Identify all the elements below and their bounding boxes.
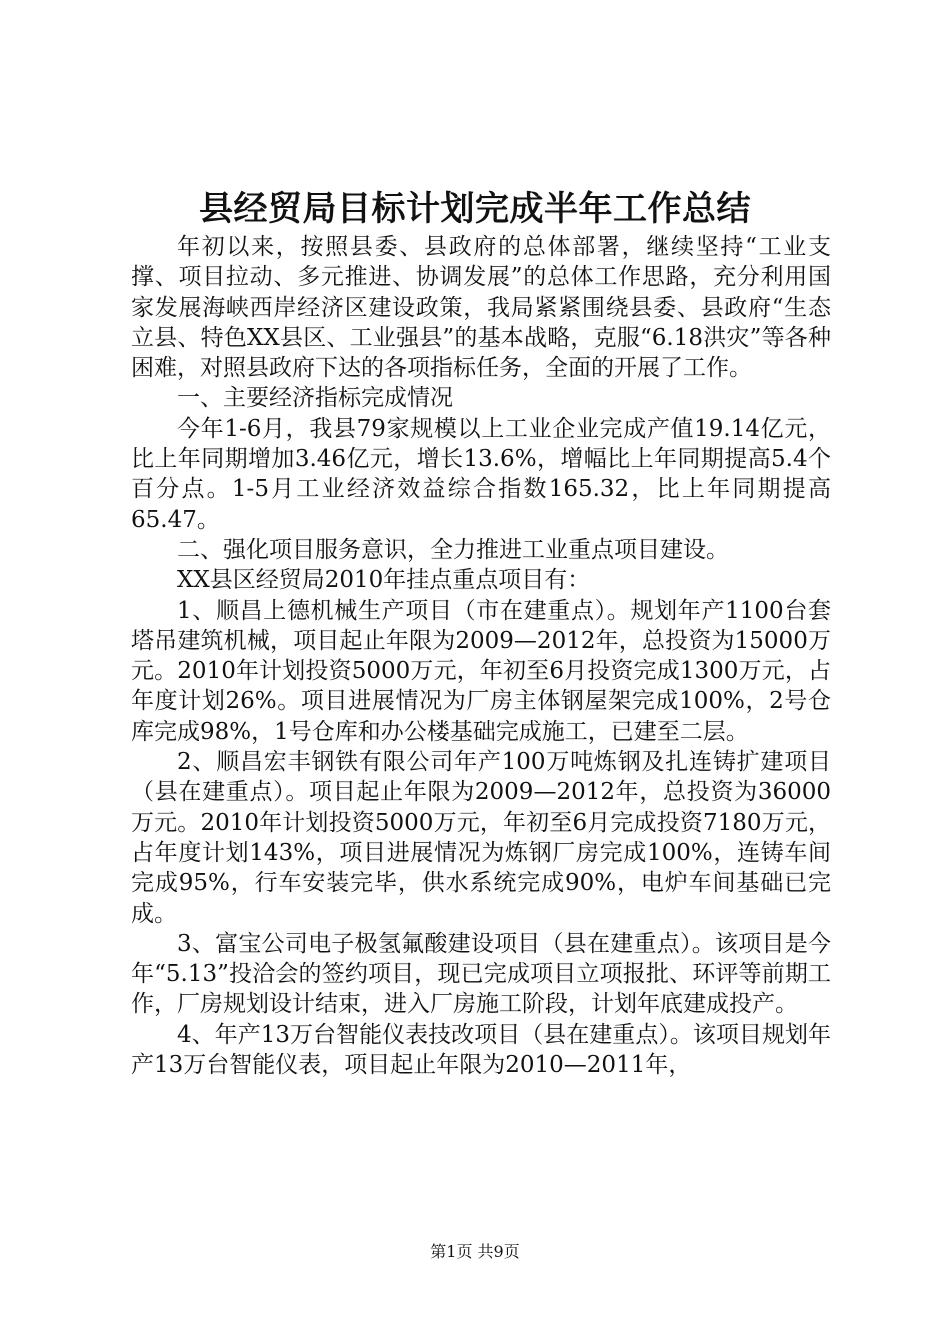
paragraph-project-list-intro: XX县区经贸局2010年挂点重点项目有：	[177, 567, 591, 594]
paragraph-project-3: 3、富宝公司电子极氢氟酸建设项目（县在建重点）。该项目是今年“5.13”投洽会的签约项目，现已完成项目立项报批、环评等前期工作，厂房规划设计结束，进入厂房施工阶段，计划年底建成投产。	[131, 930, 831, 1018]
paragraph-project-1: 1、顺昌上德机械生产项目（市在建重点）。规划年产1100台套塔吊建筑机械，项目起止年限为2009—2012年，总投资为15000万元。2010年计划投资5000万元，年初至6月投资完成1300万元，占年度计划26%。项目进展情况为厂房主体钢屋架完成100%，2号仓库完成98%，1号仓库和办公楼基础完成施工，已建至二层。	[131, 597, 831, 745]
paragraph-project-2: 2、顺昌宏丰钢铁有限公司年产100万吨炼钢及扎连铸扩建项目（县在建重点）。项目起止年限为2009—2012年，总投资为36000万元。2010年计划投资5000万元，年初至6月完成投资7180万元，占年度计划143%，项目进展情况为炼钢厂房完成100%，连铸车间完成95%，行车安装完毕，供水系统完成90%，电炉车间基础已完成。	[131, 749, 831, 927]
document-title: 县经贸局目标计划完成半年工作总结	[199, 189, 751, 229]
section-heading-2: 二、强化项目服务意识，全力推进工业重点项目建设。	[177, 536, 729, 563]
paragraph-project-4: 4、年产13万台智能仪表技改项目（县在建重点）。该项目规划年产13万台智能仪表，项目起止年限为2010—2011年，	[131, 1021, 831, 1079]
document-body	[131, 232, 831, 1080]
paragraph-indicators: 今年1-6月，我县79家规模以上工业企业完成产值19.14亿元，比上年同期增加3.46亿元，增长13.6%，增幅比上年同期提高5.4个百分点。1-5月工业经济效益综合指数165.32，比上年同期提高65.47。	[131, 415, 831, 533]
section-heading-1: 一、主要经济指标完成情况	[177, 385, 453, 412]
page-footer: 第1页 共9页	[430, 1242, 520, 1261]
paragraph-intro: 年初以来，按照县委、县政府的总体部署，继续坚持“工业支撑、项目拉动、多元推进、协调发展”的总体工作思路，充分利用国家发展海峡西岸经济区建设政策，我局紧紧围绕县委、县政府“生态立县、特色XX县区、工业强县”的基本战略，克服“6.18洪灾”等各种困难，对照县政府下达的各项指标任务，全面的开展了工作。	[131, 234, 831, 382]
